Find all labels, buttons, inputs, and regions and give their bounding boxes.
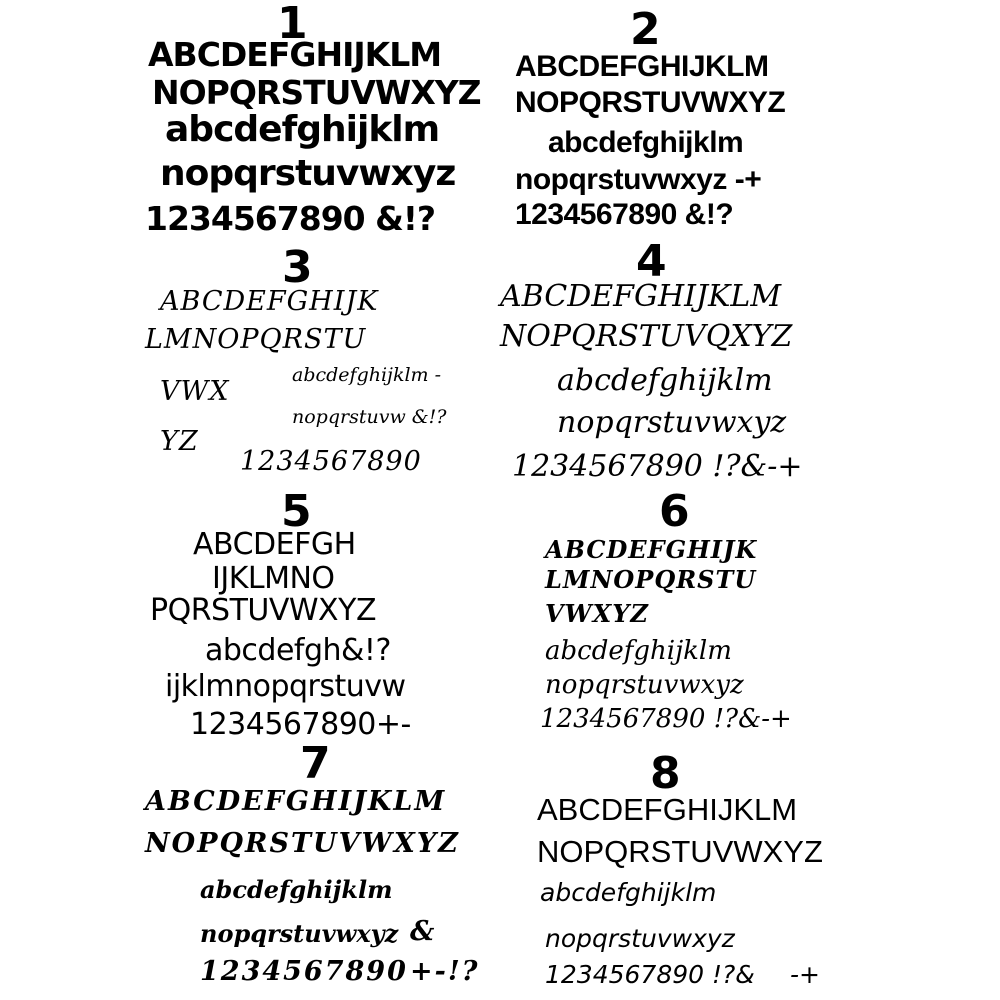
font-3-lowercase-n-w: nopqrstuvw &!? <box>292 406 447 428</box>
font-8-plus-minus: -+ <box>790 960 820 989</box>
font-6-uppercase-v-z: VWXYZ <box>545 599 649 628</box>
font-number-4: 4 <box>636 236 667 287</box>
font-4-uppercase-n-z: NOPQRSTUVQXYZ <box>500 319 793 354</box>
font-5-lowercase-a-h-symbols: abcdefgh&!? <box>205 633 391 668</box>
font-1-uppercase-n-z: NOPQRSTUVWXYZ <box>152 73 481 112</box>
font-6-lowercase-a-m: abcdefghijklm <box>545 636 732 666</box>
font-number-1: 1 <box>277 0 308 49</box>
font-number-5: 5 <box>281 486 312 537</box>
font-4-uppercase-a-m: ABCDEFGHIJKLM <box>500 279 782 314</box>
font-7-lowercase-a-m: abcdefghijklm <box>200 875 393 904</box>
font-1-lowercase-n-z: nopqrstuvwxyz <box>160 153 456 194</box>
font-number-3: 3 <box>282 242 313 293</box>
font-8-lowercase-a-m: abcdefghijklm <box>540 878 717 907</box>
font-5-uppercase-i-o: IJKLMNO <box>212 561 335 596</box>
font-1-uppercase-a-m: ABCDEFGHIJKLM <box>148 35 442 74</box>
font-6-numerals-symbols: 1234567890 !?&-+ <box>540 704 792 734</box>
font-6-lowercase-n-z: nopqrstuvwxyz <box>545 670 744 700</box>
font-7-uppercase-n-z: NOPQRSTUVWXYZ <box>145 828 460 859</box>
font-2-uppercase-n-z: NOPQRSTUVWXYZ <box>515 86 786 119</box>
font-2-uppercase-a-m: ABCDEFGHIJKLM <box>515 50 769 83</box>
font-8-uppercase-n-z: NOPQRSTUVWXYZ <box>537 834 823 869</box>
font-2-lowercase-a-m: abcdefghijklm <box>548 126 744 159</box>
font-3-uppercase-l-u: LMNOPQRSTU <box>145 324 367 355</box>
font-7-uppercase-a-m: ABCDEFGHIJKLM <box>145 786 447 817</box>
font-8-numerals-symbols: 1234567890 !?& <box>545 960 755 989</box>
font-3-uppercase-a-k: ABCDEFGHIJK <box>160 286 379 317</box>
font-number-2: 2 <box>630 4 661 55</box>
font-3-uppercase-v-x: VWX <box>160 376 230 407</box>
font-7-numerals: 1234567890 <box>200 956 408 987</box>
font-3-numerals: 1234567890 <box>240 446 422 477</box>
font-1-lowercase-a-m: abcdefghijklm <box>165 109 440 150</box>
font-5-lowercase-i-w: ijklmnopqrstuvw <box>165 669 406 704</box>
font-7-lowercase-n-z: nopqrstuvwxyz <box>200 919 399 948</box>
font-1-numerals-symbols: 1234567890 &!? <box>145 199 436 238</box>
font-5-numerals-symbols: 1234567890+- <box>190 707 411 742</box>
font-8-uppercase-a-m: ABCDEFGHIJKLM <box>537 792 798 827</box>
font-number-6: 6 <box>659 486 690 537</box>
font-2-lowercase-n-z: nopqrstuvwxyz -+ <box>515 163 762 196</box>
font-6-uppercase-l-u: LMNOPQRSTU <box>545 565 757 594</box>
font-number-7: 7 <box>300 738 331 789</box>
font-3-uppercase-y-z: YZ <box>160 426 199 457</box>
font-7-ampersand: & <box>410 916 437 947</box>
font-5-uppercase-p-z: PQRSTUVWXYZ <box>150 593 376 628</box>
font-4-lowercase-n-z: nopqrstuvwxyz <box>557 405 787 440</box>
font-4-lowercase-a-m: abcdefghijklm <box>557 363 773 398</box>
font-2-numerals-symbols: 1234567890 &!? <box>515 198 734 231</box>
font-number-8: 8 <box>650 748 681 799</box>
font-3-lowercase-a-m: abcdefghijklm - <box>292 364 442 386</box>
font-7-symbols: +-!? <box>410 956 480 987</box>
font-5-uppercase-a-h: ABCDEFGH <box>193 527 356 562</box>
font-8-lowercase-n-z: nopqrstuvwxyz <box>545 924 735 953</box>
font-4-numerals-symbols: 1234567890 !?&-+ <box>512 449 803 484</box>
font-6-uppercase-a-k: ABCDEFGHIJK <box>545 535 758 564</box>
